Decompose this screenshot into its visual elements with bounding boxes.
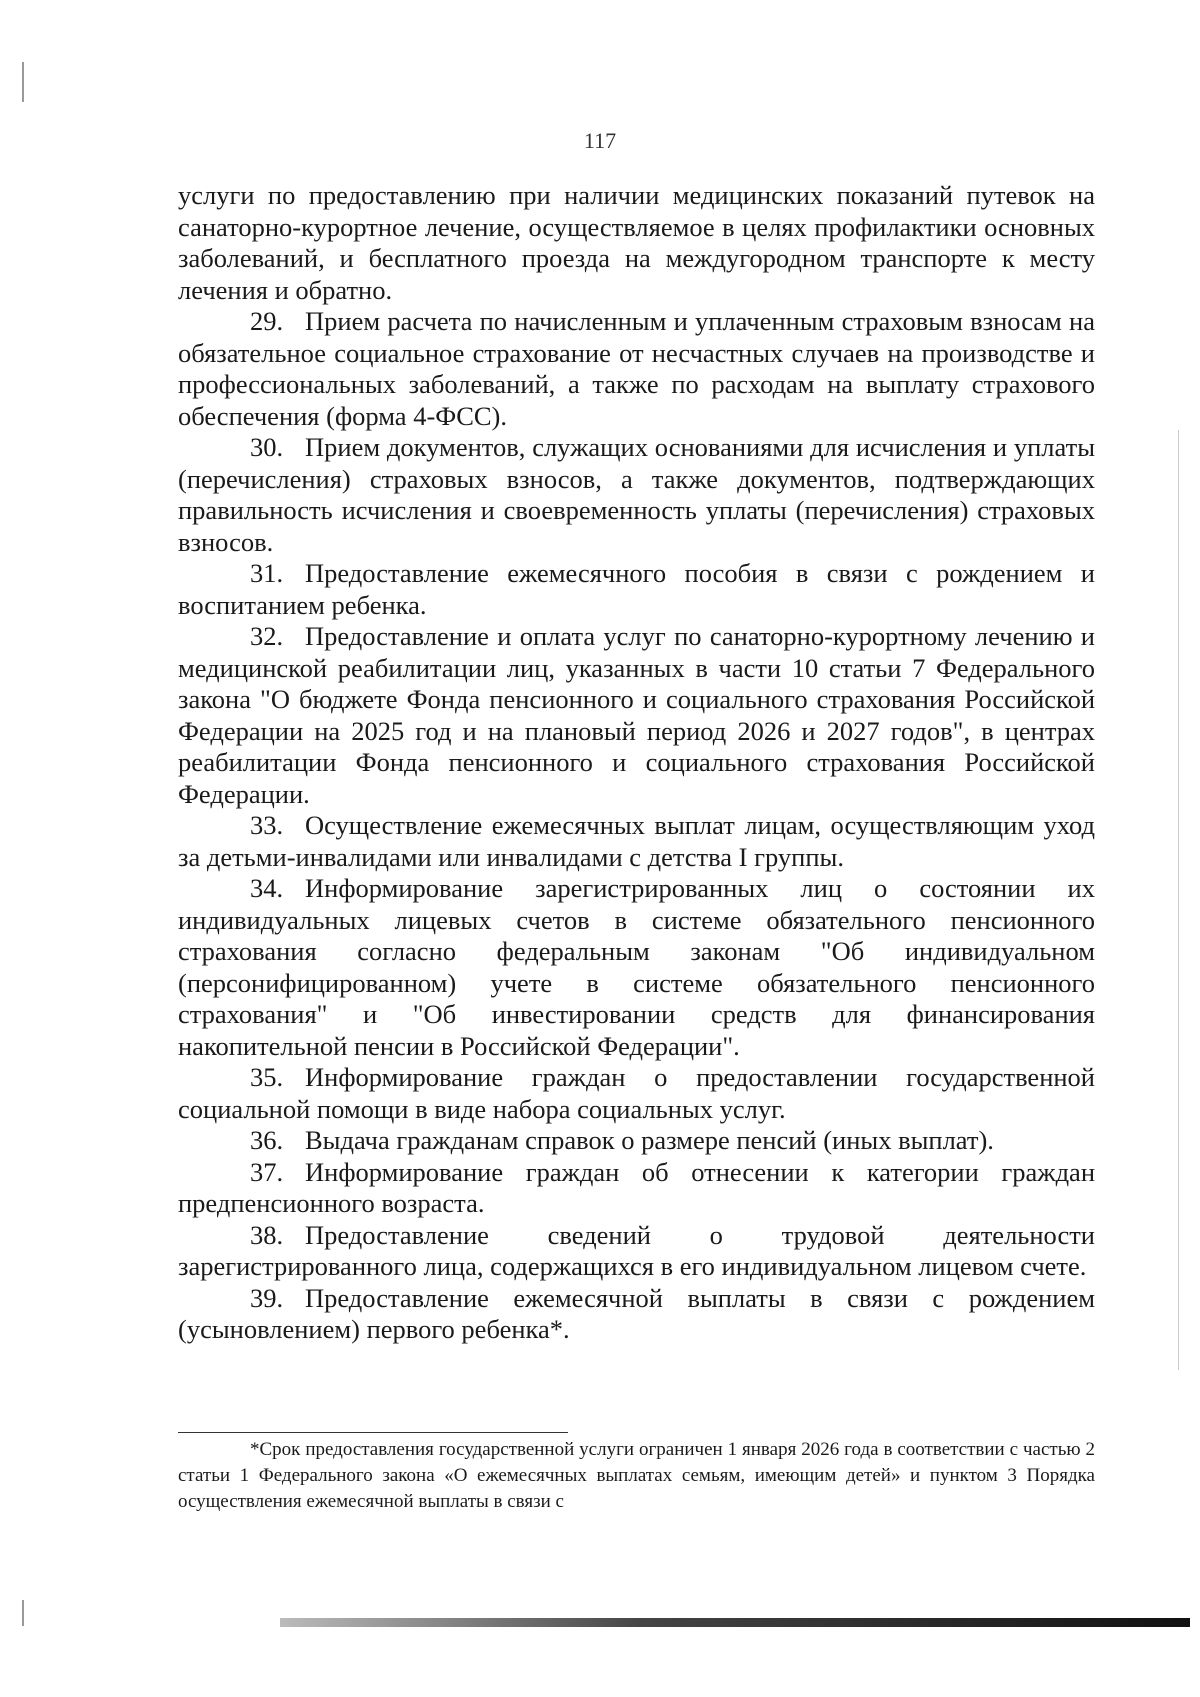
item-text: Осуществление ежемесячных выплат лицам, осуществляющим уход за детьми-инвалидами или инвалидами с детства I группы. [178,810,1095,872]
list-item-33 [178,810,1095,873]
item-text: Предоставление и оплата услуг по санаторно-курортному лечению и медицинской реабилитации лиц, указанных в части 10 статьи 7 Федерального закона "О бюджете Фонда пенсионного и социального страхования Российской Федерации на 2025 год и на плановый период 2026 и 2027 годов", в центрах реабилитации Фонда пенсионного и социального страхования Российской Федерации. [178,621,1095,809]
scan-artifact-bottom-bar [280,1618,1190,1627]
item-number: 34. [250,873,284,903]
item-number: 29. [250,306,284,336]
item-number: 30. [250,432,284,462]
list-item-29 [178,306,1095,432]
item-number: 37. [250,1156,284,1187]
item-text: Информирование граждан о предоставлении государственной социальной помощи в виде набора социальных услуг. [178,1062,1095,1124]
page-number: 117 [583,128,617,153]
list-item-39 [178,1283,1095,1346]
item-number: 38. [250,1219,284,1250]
list-item-35 [178,1062,1095,1125]
document-body [178,180,1095,1346]
item-text: Прием расчета по начисленным и уплаченным страховым взносам на обязательное социальное страхование от несчастных случаев на производстве и профессиональных заболеваний, а также по расходам на выплату страхового обеспечения (форма 4-ФСС). [178,306,1095,431]
list-item-30 [178,432,1095,558]
item-text: Информирование зарегистрированных лиц о состоянии их индивидуальных лицевых счетов в системе обязательного пенсионного страхования согласно федеральным законам "Об индивидуальном (персонифицированном) учете в системе обязательного пенсионного страхования" и "Об инвестировании средств для финансирования накопительной пенсии в Российской Федерации". [178,873,1095,1061]
item-number: 31. [250,558,284,588]
list-item-37 [178,1157,1095,1220]
item-text: Выдача гражданам справок о размере пенсий (иных выплат). [305,1125,994,1155]
continuation-paragraph: услуги по предоставлению при наличии медицинских показаний путевок на санаторно-курортное лечение, осуществляемое в целях профилактики основных заболеваний, и бесплатного проезда на междугородном транспорте к месту лечения и обратно. [178,180,1095,305]
item-number: 33. [250,810,284,840]
footnote: *Срок предоставления государственной услуги ограничен 1 января 2026 года в соответствии с частью 2 статьи 1 Федерального закона «О ежемесячных выплатах семьям, имеющим детей» и пунктом 3 Порядка осуществления ежемесячной выплаты в связи с [178,1439,1095,1512]
item-text: Предоставление сведений о трудовой деятельности зарегистрированного лица, содержащихся в его индивидуальном лицевом счете. [178,1219,1095,1281]
item-text: Прием документов, служащих основаниями для исчисления и уплаты (перечисления) страховых взносов, а также документов, подтверждающих правильность исчисления и своевременность уплаты (перечисления) страховых взносов. [178,432,1095,557]
item-text: Предоставление ежемесячного пособия в связи с рождением и воспитанием ребенка. [178,558,1095,620]
list-item-34 [178,873,1095,1062]
scan-artifact-left-bottom [22,1600,24,1626]
list-item-31 [178,558,1095,621]
item-text: Предоставление ежемесячной выплаты в связи с рождением (усыновлением) первого ребенка*. [178,1282,1095,1344]
footnote-divider [178,1432,568,1433]
item-number: 36. [250,1125,284,1155]
list-item-32 [178,621,1095,810]
list-item-38 [178,1220,1095,1283]
list-item-36 [178,1125,1095,1157]
item-number: 39. [250,1282,284,1313]
item-text: Информирование граждан об отнесении к категории граждан предпенсионного возраста. [178,1156,1095,1218]
scan-artifact-left-top [22,62,24,102]
scan-artifact-right [1178,430,1179,1370]
item-number: 35. [250,1062,284,1092]
item-number: 32. [250,621,284,651]
